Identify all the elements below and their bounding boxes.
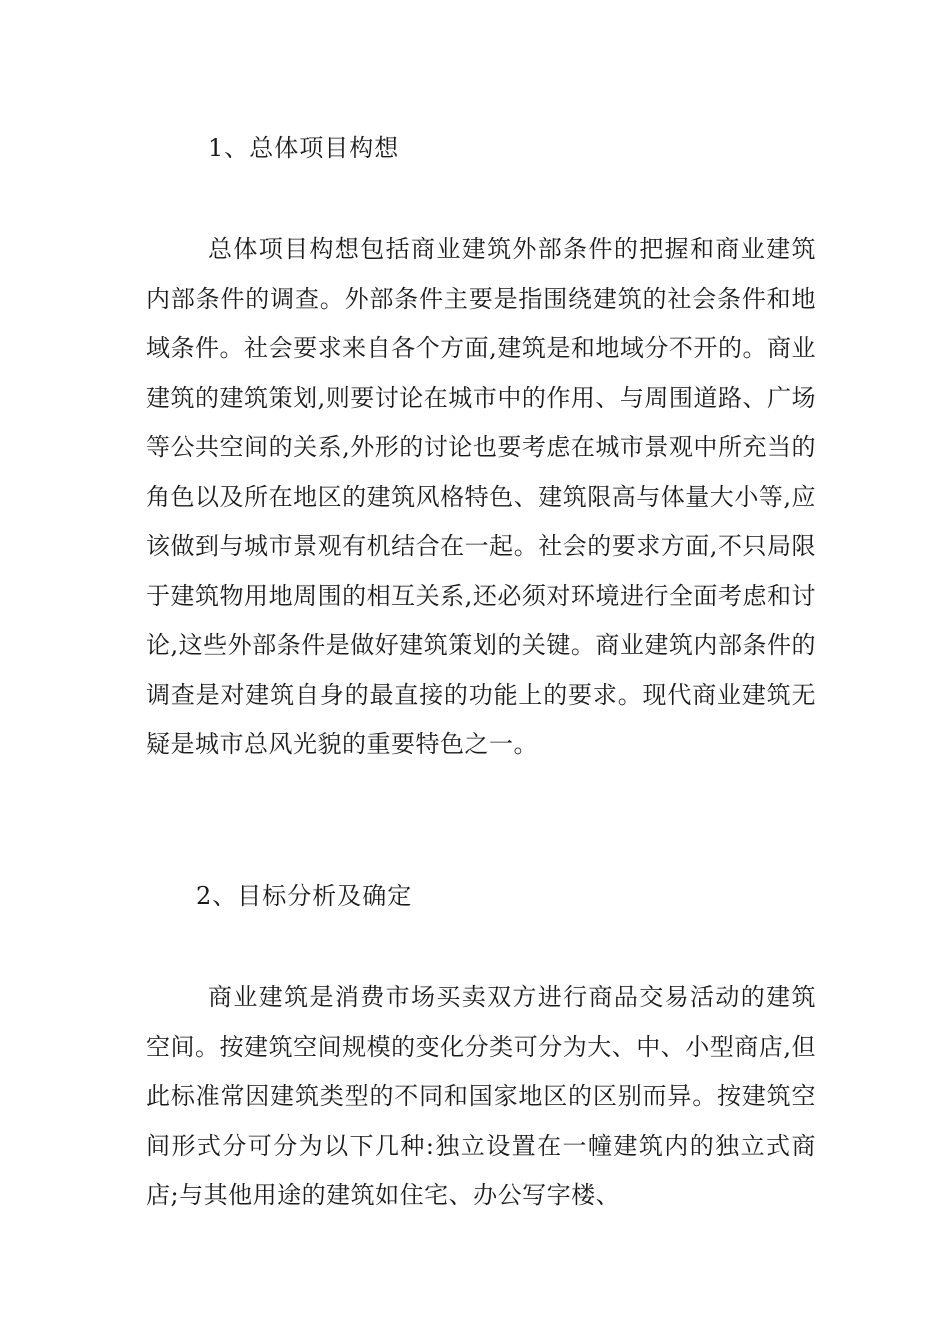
section-paragraph-1: 总体项目构想包括商业建筑外部条件的把握和商业建筑内部条件的调查。外部条件主要是指围绕建筑的社会条件和地域条件。社会要求来自各个方面,建筑是和地域分不开的。商业建筑的建筑策划,则要讨论在城市中的作用、与周围道路、广场等公共空间的关系,外形的讨论也要考虑在城市景观中所充当的角色以及所在地区的建筑风格特色、建筑限高与体量大小等,应该做到与城市景观有机结合在一起。社会的要求方面,不只局限于建筑物用地周围的相互关系,还必须对环境进行全面考虑和讨论,这些外部条件是做好建筑策划的关键。商业建筑内部条件的调查是对建筑自身的最直接的功能上的要求。现代商业建筑无疑是城市总风光貌的重要特色之一。 (146, 235, 816, 758)
section-paragraph-2: 商业建筑是消费市场买卖双方进行商品交易活动的建筑空间。按建筑空间规模的变化分类可分为大、中、小型商店,但此标准常因建筑类型的不同和国家地区的区别而异。按建筑空间形式分可分为以下几种:独立设置在一幢建筑内的独立式商店;与其他用途的建筑如住宅、办公写字楼、 (146, 983, 816, 1209)
section-heading-1: 1、总体项目构想 (208, 134, 400, 162)
section-heading-2: 2、目标分析及确定 (196, 882, 413, 910)
